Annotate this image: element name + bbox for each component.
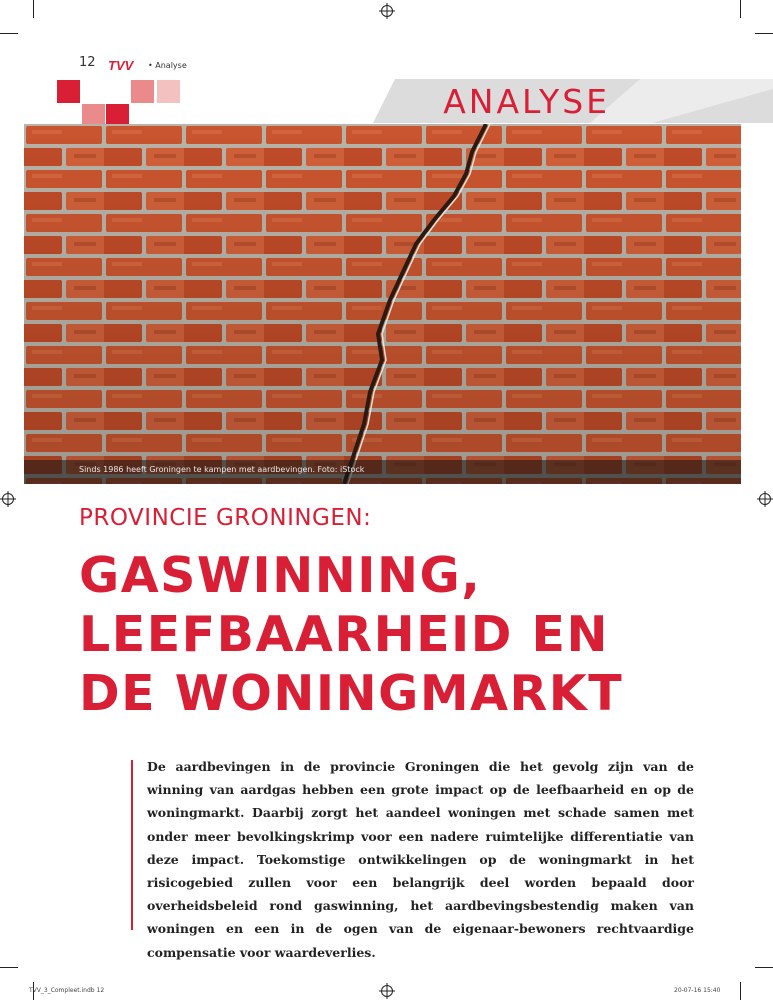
lead-rule [131,760,133,930]
headline [79,546,623,723]
crop-mark [740,982,741,1000]
crop-mark [0,967,18,968]
registration-mark-icon [759,493,771,505]
registration-mark-icon [381,985,393,997]
print-slug-file: TVV_3_Compleet.indb 12 [29,987,105,994]
registration-mark-icon [2,493,14,505]
print-slug-datetime: 20-07-16 15:40 [674,987,721,994]
section-banner [0,79,773,123]
headline-line: LEEFBAARHEID EN [79,606,609,663]
brick-wall-photo [24,124,741,484]
crop-mark [0,33,18,34]
crop-mark [755,33,773,34]
headline-line: DE WONINGMARKT [79,665,624,722]
headline-line: GASWINNING, [79,547,482,604]
kicker: PROVINCIE GRONINGEN: [79,505,372,531]
photo-caption: Sinds 1986 heeft Groningen te kampen met aardbevingen. Foto: iStock [79,465,365,474]
crop-mark [33,0,34,18]
tvv-logo [108,58,142,72]
section-label: • Analyse [148,61,187,70]
lead-paragraph: De aardbevingen in de provincie Groningen die het gevolg zijn van de winning van aardgas hebben een grote impact op de leefbaarheid en op de woningmarkt. Daarbij zorgt het aandeel woningen met schade samen met onder meer bevolkingskrimp voor een nadere ruimtelijke differentiatie van deze impact. Toekomstige ontwikkelingen op de woningmarkt in het risicogebied zullen voor een belangrijk deel worden bepaald door overheidsbeleid rond gaswinning, het aardbevingsbestendig maken van woningen en een in de ogen van de eigenaar-bewoners rechtvaardige compensatie voor waardeverlies. [147,759,694,960]
section-banner-title: ANALYSE [443,82,610,121]
crop-mark [740,0,741,18]
crop-mark [755,967,773,968]
svg-text:TVV: TVV [108,58,134,72]
page-number: 12 [79,55,96,70]
registration-mark-icon [381,5,393,17]
